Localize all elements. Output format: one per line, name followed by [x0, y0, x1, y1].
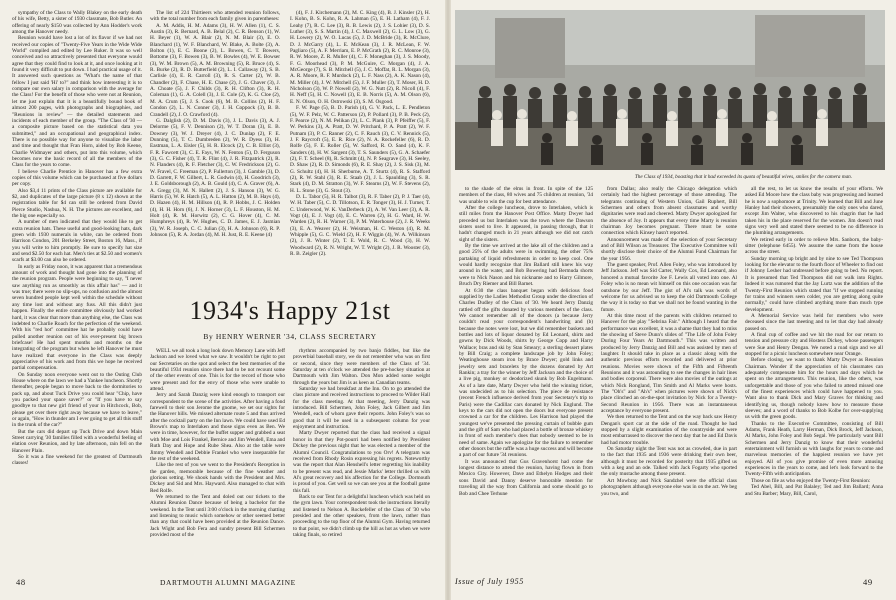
- paragraph: G. Dalglish (2), D. M. Davis (3), J. L. Davis (3), A. J. Delorme (5), F. V. Dennison (2), W. T. Doran (3), E. B. Downey (3), W. J. Dreyer (4), J. C. Dunlap (2), F. E. Dunning (5), T. C. Dumbreden (2), W. R. Dyess (3), H. Eastman, L. A. Eisler (5), H. R. Elcock (2), C. B. Elliot (3), F. R. Fawcett (3), C. E. Fays, W. N. Fenton (5), D. Ferguson (3), G. C. Fisher (4), T. R. Flint (4), J. R. Fitzpatrick (2), R. N. Flanders (4), R. F. Fletcher (3), C. W. Fredrickson (2), G. W. Fravel, C. Freeman (2), P. Fullerton (3), J. Gamble (3), D. D. Garrett, F. W. Gilbert, L. R. Godwin (4), H. Goodrich (3), J. E. Goldsborough (2), A. B. Gould (4), C. A. Graver (6), A. A. Gregg (3), M. N. Hallett (2), J. S. Hanson (3), W. G. Harris (5), W. R. Hatch (5), A. L. Hatton (2), M. B. Hays (4), D. Hazen (4), H. M. Hillson (4), R. P. Hobbs, J. C. Holden (4), H. H. Horn (6), J. N. Horner (3), L. F. Houston, H. M. Holt (4), R. M. Horwitz (2), C. G. Hover (4), C. M. Humphreys (4), R. W. Hughes, C. D. James, E. J. Jasmian (3), W. R. Joseph, C. C. Julian (3), H. A. Johnson (6), R. P. Johnson (5), R. A. Jordan (4), M. H. Just, R. E. Keene (4): [150, 117, 280, 239]
- article-column-1: [150, 348, 285, 570]
- paragraph: rhythms accompanied by two banjo fiddles, but like the proverbial baseball story, we do not remember who was on first or second, since they were members of the Class of '34. Saturday at ten o'clock we attended the pre-hockey situation at Dartmouth with Jim Walton. Don Mon added some weight through the years but Jim is as keen as Canadian teams.: [293, 348, 430, 386]
- paragraph: Like the rest of you we went to the President's Reception in the garden, memorable because of the fine weather and glorious setting. We shook hands with the President and Mrs. Dickey and Sid and Mrs. Hayward. Also managed to chat with Red Rolfe.: [150, 462, 285, 494]
- paragraph: Thanks to the Executive Committee, consisting of Bill Adams, Frank Heath, Larry Herman, Dick Brock, Jeff Jackson, Al Marks, John Foley and Bob Segal. We particularly want Bill Schermen and Jerry Danzig to know that their wonderful entertainment will furnish us with laughs for years to come and marvelous memories of the happiest reunion we have yet enjoyed. All of you give promise of even more amusing experiences in the years to come, and let's look forward to the Twenty-Fifth with anticipation.: [745, 420, 883, 478]
- paragraph: F. W. Page (5), B. D. Parish (4), G. V. Pack, L. E. Pendleton (5), W. F. Pelz, W. C. Patterson (2), P. Pollard (3), P. B. Peck (2), F. Pearce (2), N. M. Pelikan (2), L. C. Plank (3), P. Pfeiffer (5), F. W. Perkins (3), A. Pratt, D. W. Pritchard, P. A. Pratt (2), W. F. Putnam (3), P. C. Ranner (2), C. F. Rauch (3), C. V. Rennick (5), J. F. Raycroft (5), E. R. Rice (2), N. A. Rockefeller (6), R. D. Rolfe (5), F. E. Roller (5), W. Safford, R. O. Sand (4), K. F. Sanders (4), H. W. Sargent (3), T. S. Saunders (5), G. A. Schaefer (2), F. T. Scheel (8), R. Schmitt (4), N. P. Seagrave (3), H. Seeley, D. Shaw (2), R. D. Simonds (6), R. E. Shay (2), J. S. Sisk (3), M. G. Schultz (4), H. H. Sherburne, A. T. Sturtz (4), R. S. Stafford (2), R. W. Stahl (3), R. E. Staab (2), J. L. Spaulding (3), S. R. Stark (4), D. M. Stratton (3), W. F. Stearns (2), W. F. Stevens (2), H. L. Stone (3), G. Stout (3).: [290, 105, 430, 194]
- paragraph: Saturday we had breakfast at the Inn. On to go attended the class picture and received instructions to proceed to Wilder Hall for the class meeting. At that meeting, Jerry Danzig was introduced. Bill Schermen, John Foley, Jack Gilbert and Jim Wendell, each of whom gave their reports. John Foley's was so good that it will be used in a subsequent column for your enjoyment and instruction.: [293, 386, 430, 431]
- paragraph: Also $3,4 11 prints of the Class picture are available for $2, and duplicates of the large picture (8 x 12) shown at the registration table for $4 can still be ordered from David Pierce Studio, Nashua, N. H. The pictures are excellent, and the big one especially so.: [12, 187, 142, 219]
- paragraph: to the shade of the elms in front. In spite of the 125 members of the class, 80 wives and 75 children at reunion, '34 was unable to win the cup for best attendance.: [459, 186, 593, 205]
- paragraph: (4), F. J. Kirchemann (2), M. C. King (4), B. J. Kinsler (2), H. I. Kohn, B. S. Kohn, R. A. Lahman (5), E. H. Latham (4), F. J. Leahy (7), R. C. Lee (3), R. B. Lewis (2), J. S. Lohier (3), D. S. Luther (3), S. S. Martin (4), J. C. Maxwell (2), G. L. Low (3), G. H. Lowery (2), W. O. Lucas (5), J. D. McBride (3), R. McClure, D. J. McGarry (4), L. E. McKean (3), J. R. McLean, F. W. Pagliaro (5), A. F. Merriam, E. P. McGrath (2), R. C. Monroe (3), R. W. Moore, Z. R. Muller (4), C. F. Moneghan (3), J. S. Moody, F. G. Moorhead (3), P. M. McGuire, C. Morgan (4), J. A. McGeorge (7), S. B. Mitchell (5), J. C. Moffat, R. L. Morgan (3), A. R. Moore, R. F. Murdock (2), L. F. Nass (2), A. K. Nason (4), M. Miller (4), J. W. Mitchell (5), J. F. Muller (3), T. Moser, H. D. Nicholson (3), W. P. Nowell (2), W. G. Nutt (2), R. Nicoll (4), F. H. Neff (5), H. C. Nowell (3), E. B. Norris (5), A. M. Olson (6), E. N. Olson, O. H. Ostrowski (3), S. M. Osgood.: [290, 10, 430, 105]
- paragraph: On Sunday noon everyone went out to the Outing Club House where on the lawn we had a Yankee luncheon. Shortly thereafter, people began to move back to the dormitories to pack up, and about Tuck Drive you could hear "Chip, have you packed your space saver?" or "If you have to say goodbye to that new girl friend of your in Hitchcock, Bob, please get over there right away because we have to leave," or again, "How in thunder am I ever going to get all this stuff in the trunk of the car?": [12, 371, 142, 429]
- paragraph: sympathy of the Class to Wally Blakey on the early death of his wife, Betty, a sister of 1930 classmate, Bob Butler. An offering of nearly $150 was collected by Ann Hodder's work among the Hanover needy.: [12, 10, 142, 36]
- paragraph: all the rest, to let us know the results of your efforts. We asked Ed Moore how the class baby was progressing and learned he is now a sophomore at Trinity. We learned that Bill and June Hanley had their showers, presumably the only ones who dared, except Jim Walter, who discovered to his chagrin that he had taken his in the place reserved for the women. Jim doesn't read signs very well and stated there seemed to be no difference in the plumbing arrangements.: [745, 186, 883, 237]
- paragraph: We returned to the Tent and doled out our tickets to the Alumni Reunion Dance because of being a bachelor for the weekend. In the Tent until 3:00 o'clock in the morning chatting and listening to music which somehow or other seemed better than any that could have been provided at the Reunion Dance. Jack Wight and Bob Fera and sundry present Bill Schermen provided most of the: [150, 493, 285, 538]
- right-folio-number: 49: [863, 577, 873, 587]
- paragraph: Those on file as who enjoyed the Twenty-First Reunion:: [751, 477, 871, 484]
- paragraph: D. L. Tabor (5), H. R. Talbot (3), R. F. Taber (2), P. J. Taer (4), W. H. Taber (5), C. D. Tillotson, E. R. Tonger (3), H. J. Turner, T. C. Underwood, W. K. VanDerbeck (2), A. W. Van Leer (3), A. R. Vogt (4), E. J. Vogt (4), E. C. Warren (2), H. G. Ward, H. W. Warden (2), R. H. Warner (3), P. M. Waterhouse (2), J. R. Weeks (3), E. A. Weaver (2), H. Weisman, H. C. Weston (4), R. M. Whipple (5), G. C. Wield (2), H. F. Wiggin (4), W. A. Wilkinson (2), J. R. Winter (2), T. E. Wold, R. C. Wood (3), H. W. Woodward (2), R. N. Wright, W. T. Wright (2), J. R. Wooster (3), R. B. Zeigler (2).: [290, 193, 430, 258]
- paragraph: Reunion would have lost a lot of its flavor if we had not received our copies of "Twenty-Five Years in the Wide Wide World" compiled and edited by Lee Ruker. It was so well conceived and so attractively presented that everyone would agree that they could find to look at it, and once looking at it found it very difficult to put down. I had practical usage of it. It answered such questions as "What's the name of that fellow I just said 'Hi' to?" and think how interesting it is to compare our own salary in comparison with the average for the Class! For the benefit of those who were not at Reunion, let me just explain that it is a beautifully bound book of almost 200 pages, with photographs and biographies, and "Reunions in review" — the detailed statements and incidents of each member of the group. "The Class of '30 — a composite picture based on the statistical data you submitted," and an occupational and geographical index. There is no possible way for anyone to visualize the labor and time and thought that Fran Horn, aided by Bob Keene, Charlie Widmayer and others, put into this volume, which becomes now the basic record of all the members of the Class for the years to come.: [12, 35, 142, 169]
- left-folio-number: 48: [16, 577, 26, 587]
- paragraph: A number of men indicated that they would like to get extra reunion hats. These useful and good-looking hats, dark green with 1930 numerals in white, can be ordered from Harrison Condon, 201 Berkeley Street, Boston 16, Mass., if you will write to him promptly. Be sure to specify hat size and send $2.50 for each hat. Men's ties at $2.50 and women's scarfs at $3.00 can also be ordered.: [12, 219, 142, 264]
- left-page: [0, 0, 445, 600]
- right-page: [451, 0, 896, 600]
- paragraph: We retired early in order to relieve Mrs. Sanborn, the baby-sitter (telephone 6455). We assume the same from the house across the street.: [745, 236, 883, 256]
- paragraph: Before closing, we want to thank Marty Dwyer as Reunion Chairman. Wonder if the appreciation of his classmates can adequately compensate him for the hours and days which he spent on the arrangements. This reunion, like the others, was unforgettable and those of you who failed to attend missed one of the finest experiences which could have happened to you. Want also to thank Dick and Mary Graves for thinking and identifying us, though nobody knew how to measure those sleeves; and a word of thanks to Bob Kolbe for over-supplying us with the green goods.: [745, 357, 883, 421]
- paragraph: Back to our Tent for a delightful luncheon which was held on the gym lawn. Your correspondent took the instructions literally and listened to Nelson A. Rockefeller of the Class of '30 who presided and the other speakers, from the lawn, rather than proceeding to the top floor of the Alumni Gym. Having returned to that point, we didn't climb up the hill as hot as when we were taking finals, so retired: [293, 493, 430, 538]
- paragraph: The list of 224 Thirtieers who attended reunion follows, with the total number from each family given in parentheses:: [150, 10, 280, 23]
- right-folio-issue: Issue of July 1955: [455, 577, 524, 586]
- right-column-3: [745, 186, 883, 570]
- paragraph: I believe Charlie Prentice in Hanover has a few extra copies of this volume which can be purchased at five dollars per copy.: [12, 168, 142, 188]
- left-folio-title: DARTMOUTH ALUMNI MAGAZINE: [160, 578, 296, 587]
- paragraph: Jerry and Sarah Danzig were kind enough to transport our correspondent to the scene of the activities. After having a fond farewell to their son Jerome the gnome, we set our sights for the Hanover hills. We missed alternate route 5 and thus arrived after the cocktail party on the Inn lawn. We could have used Ed Brown's map to Interlaken and those signs even as Ben. We were in time, however, for the buffet supper and grabbed a seat with Moe and Lois Frankel, Bernice and Jim Wendell, Ema and Ruth Day and Hope and Rube Shea. Also at the table were Jimmy Wendell and Debbie Frankel who were inseparable for the rest of the weekend.: [150, 392, 285, 462]
- paragraph: Marty Dwyer reported that the class had received a signal honor in that they Pot-pourri had been notified by President Dickey the previous night that he was elected a member of the Alumni Council. Congratulations to you Orv! A telegram was received from Rhody Rosin expressing his regrets. Noteworthy was the report that Alan Henshell's letter regretting his inability to be present was read, and Jessie Marks' letter thrilled us with Al's great recovery and his affection for the College. Dormouth is proud of you. Get well so we can see you at the football game this fall.: [293, 430, 430, 494]
- paragraph: It was announced that Gus Gravenhorst had come the longest distance to attend the reunion, having flown in from Mexico City. However, Dave and Ethelyn Hodges and their sons David and Danny deserve honorable mention for traveling all the way from California and some should go to Bob and Chee Terhune: [459, 458, 593, 497]
- article-headline: 1934's Happy 21st: [189, 296, 391, 325]
- left-column-2-attendee-list: [150, 10, 280, 286]
- article-column-2: [293, 348, 430, 570]
- paragraph: Art Mowbray and Nick Sandzhel were the official class photographers although everyone else was in on the act. We beg you two, and: [601, 477, 737, 497]
- paragraph: On Saturday night the Tent was not as crowded, due in part to the fact that 1935 and 1936 were drinking their own beer, although it must be recorded for posterity that 1935 gifted us with a keg and an ode. Talked with Jack Fogarty who sported the only mustache among those present.: [601, 446, 737, 478]
- paragraph: By the time we arrived at the lake all of the children and a good 25% of the adults were in swimming, the other 75% partaking of liquid refreshments in order to keep cool. One would hardly recognize that Jim Ballard still knew his way around in the water, and Bob Bowering had Bermuda shorts were to Nick Nason and his nickname and to Harry Gilmore, Bruch Dry Riemer and Bill Barnet.: [459, 243, 593, 288]
- class-group-photo: [455, 10, 885, 170]
- paragraph: Ted Abel, Bill, and Pat Balaley; Ted and Jim Ballard; Anna and Stu Barber; Mary, Bill, Carol,: [745, 484, 883, 497]
- photo-caption: The Class of 1934, boasting that it had exceeded its quota of beautiful wives, smiles for the camera man.: [634, 174, 853, 180]
- article-byline: By HENRY WERNER '34, CLASS SECRETARY: [203, 332, 377, 341]
- paragraph: At 6:30 the class banquet began with delicious food supplied by the Ladies Methodist Group under the direction of Charles Dudley of the Class of '30. We heard Jerry Danzig rattled off the gifts donated by various members of the class. We cannot remember all of the donors (a because Jerry couldn't read your correspondent's handwriting and (b) because the notes were lost, but we did remember baskets and bottles and lots of liquor donated by Ed Leonard, shirts and gowns by Dick Woods, shirts by George Copp and Harry Wallace; bras and ski by Stan Smeary; a sterling dessert plates by Bill Craig; a complete landscape job by John Foley; Weatinghouse steam iron by Brace Dwyer; gold links and jewelry sets and bracelets by the dozens donated by Art Rankin; a tray for the winner by Jeff Jackson and the choice of a live pig, monkey or deodorized skunk by Bob Engelmann. As of a late date, Marty Dwyer who held the winning ticket, was undecided as to his selection. The piece de resistance (recent French influence derived from your Secretary's trip to Paris) were the Cadillac cars donated by Nick Englund. The keys to the cars did not open the doors but everyone present crowned a car for the children. Les Harrison had played the youngest we've presented the pressing curtain of bubble gum and the gift of Sam who had placed a bottle of bronze whiskey in front of each member's does that nobody seemed to be in need of same. Again we apologize for the failure to remember other donors but the raffle was a huge success and will become a part of our future '34 reunions.: [459, 287, 593, 459]
- paragraph: A. M. Addis, H. M. Adams (3), H. W. Allen (1), C. S. Austin (3), R. Bernard, A. B. Belal (2), C. R. Benson (1), W. H. Beyer (1), W. A. Blair (2), N. M. Blair (3), E. O. Blanchard (1), W. F. Blanchard, W. Blake, A. Bolte (3), A. Bolton (1), E. C. Boone (2), L. Bowen, C. T. Bowers, Bottome (3), F. Bowen (3), B. W. Bowles (4), W. E. Bowser (3), W. M. Brown (5), A. M. Browning (5), R. Bruce (4), S. R. Burke (2), R. D. Butterfield (2), L. I. Callaway (2), S. B. Carlisle (4), E. R. Carroll (3), R. S. Carter (2), W. B. Chandler (2), F. Chase, H. E. Chase (2), J. G. Chaver (3), J. A. Choate (5), J. F. Childs (3), R. H. Clifton (3), R. H. Coleman (1), G. A. Colell (3), J. E. Cole (2), K. G. Cloe (2), M. A. Crum (5), J. S. Cook (6), M. B. Collins (2), H. F. Condon (2), L. N. Conner (3), J. H. Coppock (3), B. B. Crandell (2), J. O. Crawford (4).: [150, 22, 280, 118]
- paragraph: After the college luncheon, drove to Interlaken, which is still miles from the Hanover Post Office. Marty Dwyer had preceded us but Interlaken was the town where the Dawson sisters used to live. It appeared, in passing through, that it hadn't changed much in 21 years although we did not catch sight of the sisters.: [459, 205, 593, 243]
- paragraph: WELL we all took a long look down Memory Lane with Jeff Jackson and we loved what we saw. It wouldn't be right to put our Secretaries on the spot and select the best memories of the beautiful 1934 reunion since there had to be not recount some of the other events of one. This is for the record of those who were present and for the envy of those who were unable to attend.: [150, 348, 285, 393]
- paragraph: At this time most of the parents with children returned to Hanover for the play "Sebrina Fair." Although I heard that the performance was excellent, it was a shame that they had to miss the showing of Steve Dunn's slides of "The Life of John Foley During Four Years At Dartmouth." This was written and produced by Jerry Danzig and Bill and was assisted by men of laughter. It should take in place as a classic along with the authentic previous efforts recorded and delivered at prior reunions. Movies were shown of the Fifth and Fifteenth Reunions and it was astounding to see the changes in hair lines and bodies corporeal. There were also movies of the outings at which Nick Rongland, Tim Smith and Al Marks were hosts. The "Oh's" and "Ah's" when pictures were shown of Nick's place clinched an on-the-spot invitation by Nick for a Twenty-Second Reunion in 1956. There was an instantaneous acceptance by everyone present.: [601, 312, 737, 415]
- paragraph: Sunday morning up bright and by nine to see Ted Thompson looking for the elevator to the fourth floor of Wheeler to find out if Johnny Lesher had undressed before going to bed. No report. It is presumed that Ted Thompson did not walk into Rights. Indeed it was rumored that the Jay Lurtz was the addition of the Twenty-First Reunion which stated that "if we stopped running for trains and winners seen colder, you are getting along quite normally," could have climbed anything more than much type development.: [745, 255, 883, 313]
- paragraph: A Memorial Service was held for members who were deceased since the last meeting and to let that day had already passed on.: [745, 312, 883, 332]
- right-column-1: [459, 186, 593, 570]
- left-column-3-attendee-list: [290, 10, 430, 286]
- paragraph: But the cars did depart up Tuck Drive and down Main Street carrying '30 families filled with a wonderful feeling of elation over Reunion, and by late afternoon, rain fell on the Hanover Plain.: [12, 428, 142, 454]
- paragraph: So it was a fine weekend for the greatest of Dartmouth classes!: [12, 454, 142, 467]
- paragraph: In early as Friday noon, it was apparent that a tremendous amount of work and thought had gone into the planning of the reunion program. People were beginning to say, "I never saw anything run as smoothly as this affair has" — and it was true; there were no slip-ups, no confusion and the almost seven hundred people kept well within the schedule without any time lost and without any fuss. All this didn't just happen. Finally the entire committee obviously had worked hard, it was clear that more than anything else, the Class was indebted to Charlie Roach for the perfection of the weekend. With his "red hot" committee hat he probably could have pulled another reunion out of his ever-present big brown briefcase! He had spent months and months on the integrating of the program but when he left Hanover he must have realized that everyone in the Class was deeply appreciative of his work and from this we hope he received partial compensation.: [12, 263, 142, 372]
- paragraph: Announcement was made of the selection of your Secretary and of Bill Wilson as Treasurer. The Executive Committee will shortly disclose their choice of the Alumni Fund Chairman for the year 1956.: [601, 236, 737, 262]
- paragraph: The guest speaker, Prof. Allen Foley, who was introduced by Jeff Jackson. Jeff was Sid Carter, Wally Cox, Ed Leonard, also honored a mutual favorite Joe F. Lewis all voted into one. Al Foley who is no mean wit himself on this one occasion was far outshone by our Jeff. The gist of Al's talk was words of welcome for us advised us to keep the old Dartmouth College the way it is today so that we shall not be found wanting in the future.: [601, 262, 737, 313]
- group-photo-image: [455, 10, 885, 170]
- left-column-1: [12, 10, 142, 570]
- paragraph: from Dallas; also really the Chicago delegation which certainly had the highest percentage of those attending. The telegrams continuing of Western Union, Gail Ruphert, Bill Schermen and others from absent classmates and worthy dignitaries were read and cheered. Marty Dwyer apologized for the absence of Joy. It appears that every time Marty is reunion chairman Joy becomes pregnant. There must be some connection which Kinsey hasn't reported.: [601, 186, 737, 237]
- paragraph: We then returned to the Tent and on the way back saw Henry Dengan's sport car at the side of the road. Thought he had stopped by a slight examination of the countryside and were most embarrassed to discover the next day that he and Ed Davis had had motor trouble.: [601, 414, 737, 446]
- right-column-2: [601, 186, 737, 570]
- paragraph: A final cup of coffee and we hit the road for our return to tension and pressure city and Hostess Dickey, whose passengers were Sue and Henry Dengan. We noted a road sign and we all stopped for a picnic luncheon somewhere near Orange.: [745, 331, 883, 357]
